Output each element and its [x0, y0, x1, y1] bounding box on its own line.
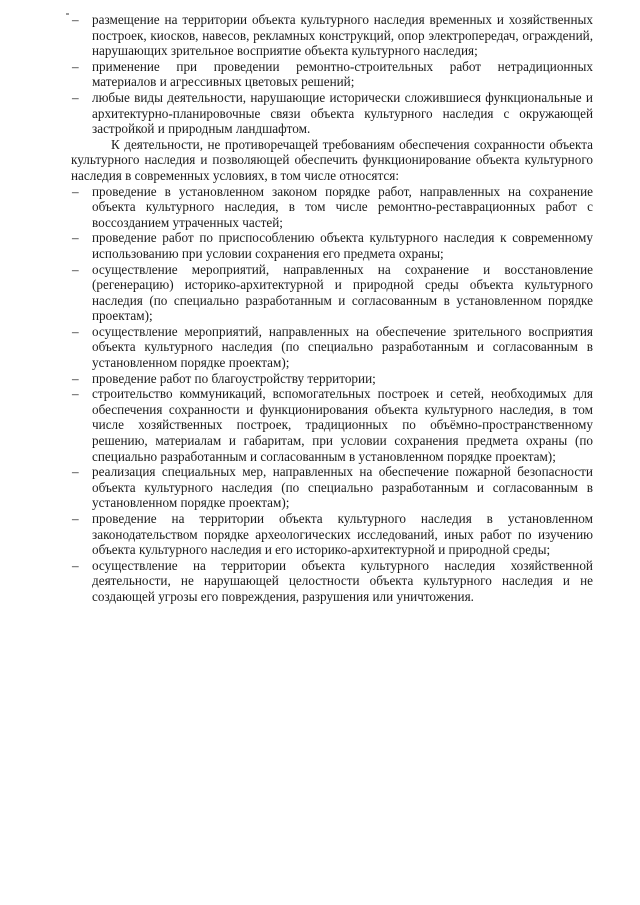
list-item: – проведение работ по приспособлению объекта культурного наследия к современному использованию при условии сохранения его предмета охраны;: [71, 230, 593, 261]
permitted-activities-list: [71, 184, 593, 605]
list-item: – проведение на территории объекта культурного наследия в установленном законодательством порядке археологических исследований, иных работ по изучению объекта культурного наследия и его историко-архитектурной и природной среды;: [71, 511, 593, 558]
list-item: – проведение работ по благоустройству территории;: [71, 371, 593, 387]
scan-artifact: [66, 13, 69, 15]
list-item: – осуществление на территории объекта культурного наследия хозяйственной деятельности, не нарушающей целостности объекта культурного наследия и не создающей угрозы его повреждения, разрушения или уничтожения.: [71, 558, 593, 605]
prohibited-activities-list: [71, 12, 593, 137]
list-item: – любые виды деятельности, нарушающие исторически сложившиеся функциональные и архитектурно-планировочные связи объекта культурного наследия с окружающей застройкой и природным ландшафтом.: [71, 90, 593, 137]
list-item: – применение при проведении ремонтно-строительных работ нетрадиционных материалов и агрессивных цветовых решений;: [71, 59, 593, 90]
list-item: – осуществление мероприятий, направленных на сохранение и восстановление (регенерацию) историко-архитектурной и природной среды объекта культурного наследия (по специально разработанным и согласованным в установленном порядке проектам);: [71, 262, 593, 324]
list-item: – проведение в установленном законом порядке работ, направленных на сохранение объекта культурного наследия, в том числе ремонтно-реставрационных работ с воссозданием утраченных частей;: [71, 184, 593, 231]
list-item: – строительство коммуникаций, вспомогательных построек и сетей, необходимых для обеспечения сохранности и функционирования объекта культурного наследия, в том числе хозяйственных построек, традиционных по объёмно-пространственному решению, материалам и габаритам, при условии сохранения предмета охраны (по специально разработанным и согласованным в установленном порядке проектам);: [71, 386, 593, 464]
list-item: – размещение на территории объекта культурного наследия временных и хозяйственных построек, киосков, навесов, рекламных конструкций, опор электропередач, ограждений, нарушающих зрительное восприятие объекта культурного наследия;: [71, 12, 593, 59]
list-item: – реализация специальных мер, направленных на обеспечение пожарной безопасности объекта культурного наследия (по специально разработанным и согласованным в установленном порядке проектам);: [71, 464, 593, 511]
lead-paragraph: К деятельности, не противоречащей требованиям обеспечения сохранности объекта культурного наследия и позволяющей обеспечить функционирование объекта культурного наследия в современных условиях, в том числе относятся:: [71, 136, 593, 183]
document-body: [71, 12, 593, 605]
list-item: – осуществление мероприятий, направленных на обеспечение зрительного восприятия объекта культурного наследия (по специально разработанным и согласованным в установленном порядке проектам);: [71, 324, 593, 371]
